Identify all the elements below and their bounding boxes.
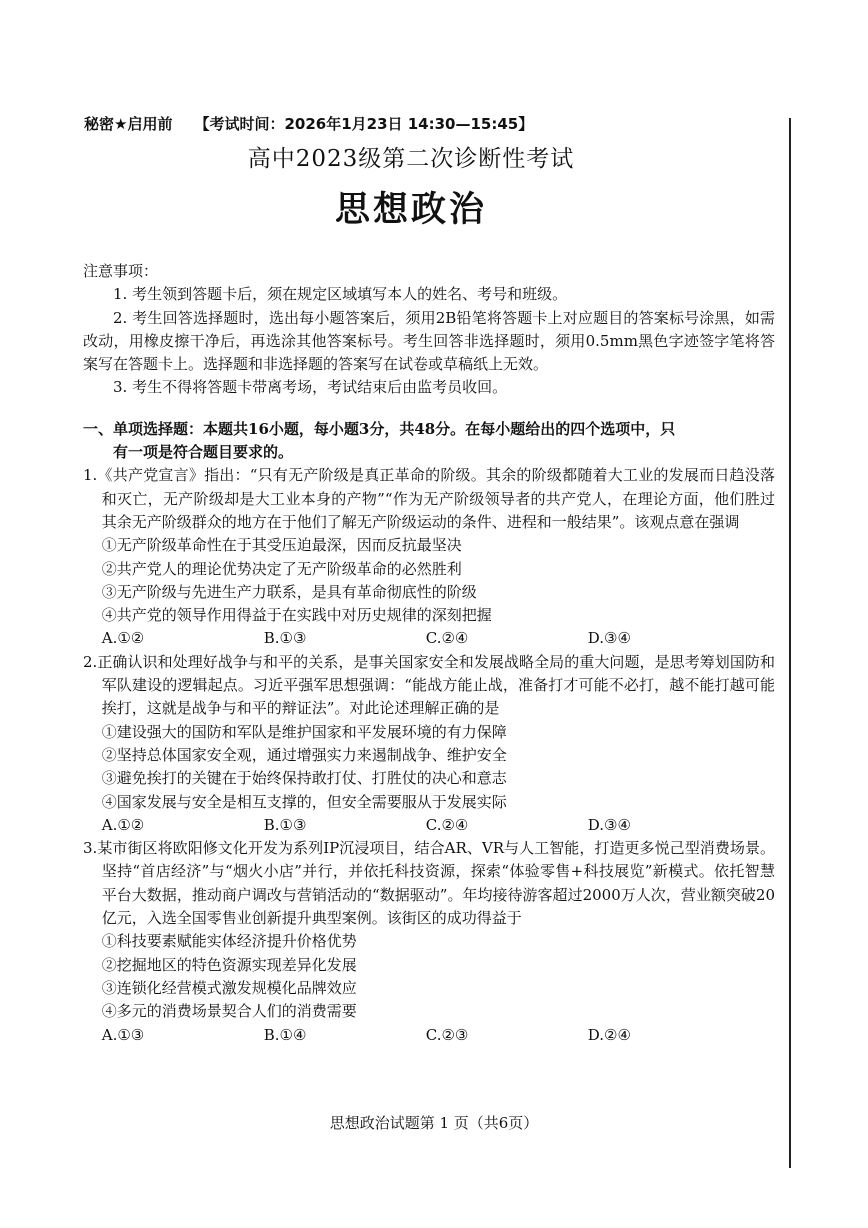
answer-choice-c: C.②④	[425, 629, 469, 648]
exam-header	[84, 113, 555, 134]
notice-heading: 注意事项：	[83, 262, 159, 280]
notice-item: 2. 考生回答选择题时，选出每小题答案后，须用2B铅笔将答题卡上对应题目的答案标号涂黑，如需改动，用橡皮擦干净后，再选涂其他答案标号。考生回答非选择题时，须用0.5mm黑色字迹签字笔将答案写在答题卡上。选择题和非选择题的答案写在试卷或草稿纸上无效。	[83, 308, 775, 374]
statement-option: ①科技要素赋能实体经济提升价格优势	[101, 932, 357, 951]
exam-time: 【考试时间：2026年1月23日 14:30—15:45】	[194, 115, 534, 133]
answer-choice-c: C.②③	[425, 1025, 469, 1044]
margin-rule	[789, 118, 791, 1168]
section-heading-line: 有一项是符合题目要求的。	[113, 443, 294, 462]
section-heading	[83, 418, 775, 465]
answer-choice-d: D.②④	[587, 1025, 631, 1044]
statement-option: ②坚持总体国家安全观，通过增强实力来遏制战争、维护安全	[101, 745, 507, 764]
question-3	[83, 837, 775, 1047]
statement-option: ③避免挨打的关键在于始终保持敢打仗、打胜仗的决心和意志	[101, 769, 507, 788]
question-2	[83, 651, 775, 837]
answer-choice-c: C.②④	[425, 815, 469, 834]
answer-choice-b: B.①④	[263, 1025, 307, 1044]
answer-choice-d: D.③④	[587, 815, 631, 834]
notice-item: 3. 考生不得将答题卡带离考场，考试结束后由监考员收回。	[113, 378, 508, 397]
statement-option: ③连锁化经营模式激发规模化品牌效应	[101, 978, 357, 997]
question-1	[83, 464, 775, 650]
statement-option: ①无产阶级革命性在于其受压迫最深，因而反抗最坚决	[101, 536, 462, 555]
answer-choice-b: B.①③	[263, 815, 307, 834]
statement-option: ③无产阶级与先进生产力联系，是具有革命彻底性的阶级	[101, 582, 477, 601]
page-title: 思想政治	[334, 190, 487, 230]
secret-label: 秘密★启用前	[84, 115, 173, 133]
exam-content	[83, 260, 775, 1047]
exam-subtitle: 高中2023级第二次诊断性考试	[247, 146, 575, 172]
statement-option: ④国家发展与安全是相互支撑的，但安全需要服从于发展实际	[101, 792, 507, 811]
question-stem: 1.《共产党宣言》指出：“只有无产阶级是真正革命的阶级。其余的阶级都随着大工业的发展而日趋没落和灭亡，无产阶级却是大工业本身的产物”“作为无产阶级领导者的共产党人，在理论方面，他们胜过其余无产阶级群众的地方在于他们了解无产阶级运动的条件、进程和一般结果”。该观点意在强调	[83, 466, 775, 531]
answer-choice-a: A.①②	[101, 629, 145, 648]
answer-choices	[83, 627, 775, 650]
statement-option: ④多元的消费场景契合人们的消费需要	[101, 1002, 357, 1021]
answer-choices	[83, 814, 775, 837]
section-heading-line: 一、单项选择题：本题共16小题，每小题3分，共48分。在每小题给出的四个选项中，只	[83, 419, 676, 438]
statement-option: ④共产党的领导作用得益于在实践中对历史规律的深刻把握	[101, 606, 492, 625]
statement-option: ①建设强大的国防和军队是维护国家和平发展环境的有力保障	[101, 722, 507, 741]
answer-choice-b: B.①③	[263, 629, 307, 648]
answer-choice-a: A.①②	[101, 815, 145, 834]
question-stem: 3.某市街区将欧阳修文化开发为系列IP沉浸项目，结合AR、VR与人工智能，打造更多悦己型消费场景。坚持“首店经济”与“烟火小店”并行，并依托科技资源，探索“体验零售+科技展览”新模式。依托智慧平台大数据，推动商户调改与营销活动的“数据驱动”。年均接待游客超过2000万人次，营业额突破20亿元，入选全国零售业创新提升典型案例。该街区的成功得益于	[83, 839, 775, 928]
answer-choice-d: D.③④	[587, 629, 631, 648]
page-footer: 思想政治试题第 1 页（共6页）	[329, 1114, 539, 1132]
statement-option: ②共产党人的理论优势决定了无产阶级革命的必然胜利	[101, 559, 462, 578]
notice-item: 1. 考生领到答题卡后，须在规定区域填写本人的姓名、考号和班级。	[113, 285, 568, 304]
answer-choice-a: A.①③	[101, 1025, 145, 1044]
statement-option: ②挖掘地区的特色资源实现差异化发展	[101, 955, 357, 974]
question-stem: 2.正确认识和处理好战争与和平的关系，是事关国家安全和发展战略全局的重大问题，是思考筹划国防和军队建设的逻辑起点。习近平强军思想强调：“能战方能止战，准备打才可能不必打，越不能打越可能挨打，这就是战争与和平的辩证法”。对此论述理解正确的是	[83, 652, 775, 718]
answer-choices	[83, 1024, 775, 1047]
